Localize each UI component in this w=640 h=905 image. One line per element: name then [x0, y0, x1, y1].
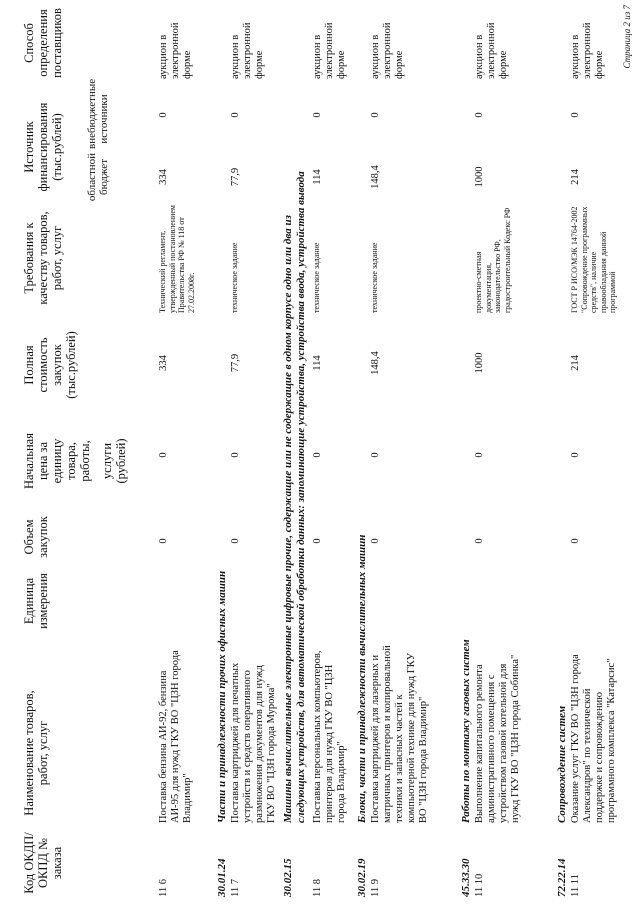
row-5-name: Выполнение капитального ремонта административного помещения с устройством газовой котельной для нужд ГКУ ВО "ЦЗН города Собинка" — [474, 654, 522, 823]
section-2-title: Машины вычислительные электронные цифровые прочие, содержащие или не содержащие в одном корпусе одно или два из следующих устройств, для автоматической обработки данных: запоминающие устройства, устройства ввода, устройства вывода — [282, 171, 307, 823]
row-1-total: 334 — [158, 355, 169, 371]
header-method: Способ определения поставщиков — [22, 8, 64, 78]
header-unit: Единица измерения — [22, 573, 50, 629]
row-4-volume: 0 — [370, 538, 381, 544]
row-4-requirements: техническое задание — [370, 242, 379, 313]
row-2-name: Поставка картриджей для печатных устройств и средств оперативного размножения документов для нужд ГКУ ВО "ЦЗН города Мурома" — [230, 662, 278, 823]
section-5-code: 72.22.14 — [556, 858, 568, 897]
row-3-extra: 0 — [312, 112, 323, 118]
section-1-title: Части и принадлежности прочих офисных машин — [216, 570, 228, 823]
row-1-name: Поставка бензина АИ-92, бензина АИ-95 для нужд ГКУ ВО "ЦЗН города Владимир" — [158, 650, 194, 823]
row-5-extra: 0 — [474, 112, 485, 118]
row-4-method: аукцион в электронной форме — [370, 22, 406, 79]
section-1-code: 30.01.24 — [216, 858, 228, 897]
page-number: Страница 2 из 7 — [622, 5, 632, 69]
row-5-code: 11 10 — [474, 873, 485, 897]
row-6-regional: 214 — [570, 169, 581, 185]
row-5-price: 0 — [474, 452, 485, 458]
section-3-title: Блоки, части и принадлежности вычислительных машин — [356, 534, 368, 823]
row-5-total: 1000 — [474, 352, 485, 374]
row-3-requirements: техническое задание — [312, 242, 321, 313]
header-price-main: Начальная цена за единицу товара, работы, — [22, 433, 92, 489]
header-funding-regional: областной бюджет — [86, 152, 111, 202]
row-2-method: аукцион в электронной форме — [230, 22, 266, 79]
row-3-regional: 114 — [312, 169, 323, 185]
row-3-price: 0 — [312, 452, 323, 458]
section-5-title: Сопровождение систем — [556, 705, 568, 823]
row-4-price: 0 — [370, 452, 381, 458]
row-4-extra: 0 — [370, 112, 381, 118]
row-3-name: Поставка персональных компьютеров, принтеров для нужд ГКУ ВО "ЦЗН города Владимир" — [312, 650, 348, 823]
row-1-regional: 334 — [158, 169, 169, 185]
header-price-tail: услуги (рублей) — [100, 438, 128, 484]
header-total: Полная стоимость закупок (тыс.рублей) — [22, 331, 78, 399]
row-2-price: 0 — [230, 452, 241, 458]
row-4-name: Поставка картриджей для лазерных и матричных принтеров и копировальной техники и запасных частей к компьютерной технике для нужд ГКУ ВО "ЦЗН города Владимир" — [370, 645, 430, 823]
row-1-code: 11 6 — [158, 879, 169, 897]
header-price — [22, 421, 128, 501]
row-2-regional: 77,9 — [230, 167, 241, 187]
section-4-title: Работы по монтажу газовых систем — [460, 639, 472, 823]
row-2-requirements: техническое задание — [230, 242, 239, 313]
row-5-regional: 1000 — [474, 166, 485, 188]
section-4-code: 45.33.30 — [460, 858, 472, 897]
row-1-extra: 0 — [158, 112, 169, 118]
row-2-extra: 0 — [230, 112, 241, 118]
section-3-code: 30.02.19 — [356, 858, 368, 897]
row-5-method: аукцион в электронной форме — [474, 22, 510, 79]
header-name: Наименование товаров, работ, услуг — [22, 690, 50, 816]
row-6-name: Оказание услуг ГКУ ВО "ЦЗН города Александров" по технической поддержке и сопровождению программного комплекса "Катарсис" — [570, 654, 618, 823]
header-requirements: Требования к качеству товаров, работ, услуг — [22, 211, 64, 305]
header-code: Код ОКДП/ ОКПД № заказа — [22, 832, 64, 894]
header-funding: Источник финансирования (тыс.рублей) — [22, 102, 64, 192]
row-5-requirements: проектно-сметная документация, законодательство РФ, градостроительный Кодекс РФ — [474, 207, 512, 313]
row-3-code: 11 8 — [312, 879, 323, 897]
section-2-code: 30.02.15 — [282, 858, 294, 897]
row-4-code: 11 9 — [370, 879, 381, 897]
row-2-code: 11 7 — [230, 879, 241, 897]
row-2-volume: 0 — [230, 538, 241, 544]
header-volume: Объем закупок — [22, 516, 50, 558]
row-4-total: 148,4 — [370, 351, 381, 375]
row-6-requirements: ГОСТ Р ИСО/МЭК 14764-2002 "Сопровождение программных средств", наличие правообладания данной программой — [570, 206, 618, 313]
row-1-method: аукцион в электронной форме — [158, 22, 194, 79]
row-5-volume: 0 — [474, 538, 485, 544]
row-1-volume: 0 — [158, 538, 169, 544]
row-6-code: 11 11 — [570, 874, 581, 897]
header-funding-extra: внебюджетные источники — [86, 78, 111, 149]
row-6-price: 0 — [570, 452, 581, 458]
row-3-volume: 0 — [312, 538, 323, 544]
row-6-method: аукцион в электронной форме — [570, 22, 606, 79]
row-6-extra: 0 — [570, 112, 581, 118]
row-3-method: аукцион в электронной форме — [312, 22, 348, 79]
row-1-requirements: Технический регламент, утвержденный постановлением Правительства РФ № 118 от 27.02.2008г. — [158, 205, 196, 313]
row-1-price: 0 — [158, 452, 169, 458]
row-6-volume: 0 — [570, 538, 581, 544]
row-2-total: 77,9 — [230, 353, 241, 373]
row-4-regional: 148,4 — [370, 165, 381, 189]
row-3-total: 114 — [312, 355, 323, 371]
row-6-total: 214 — [570, 355, 581, 371]
